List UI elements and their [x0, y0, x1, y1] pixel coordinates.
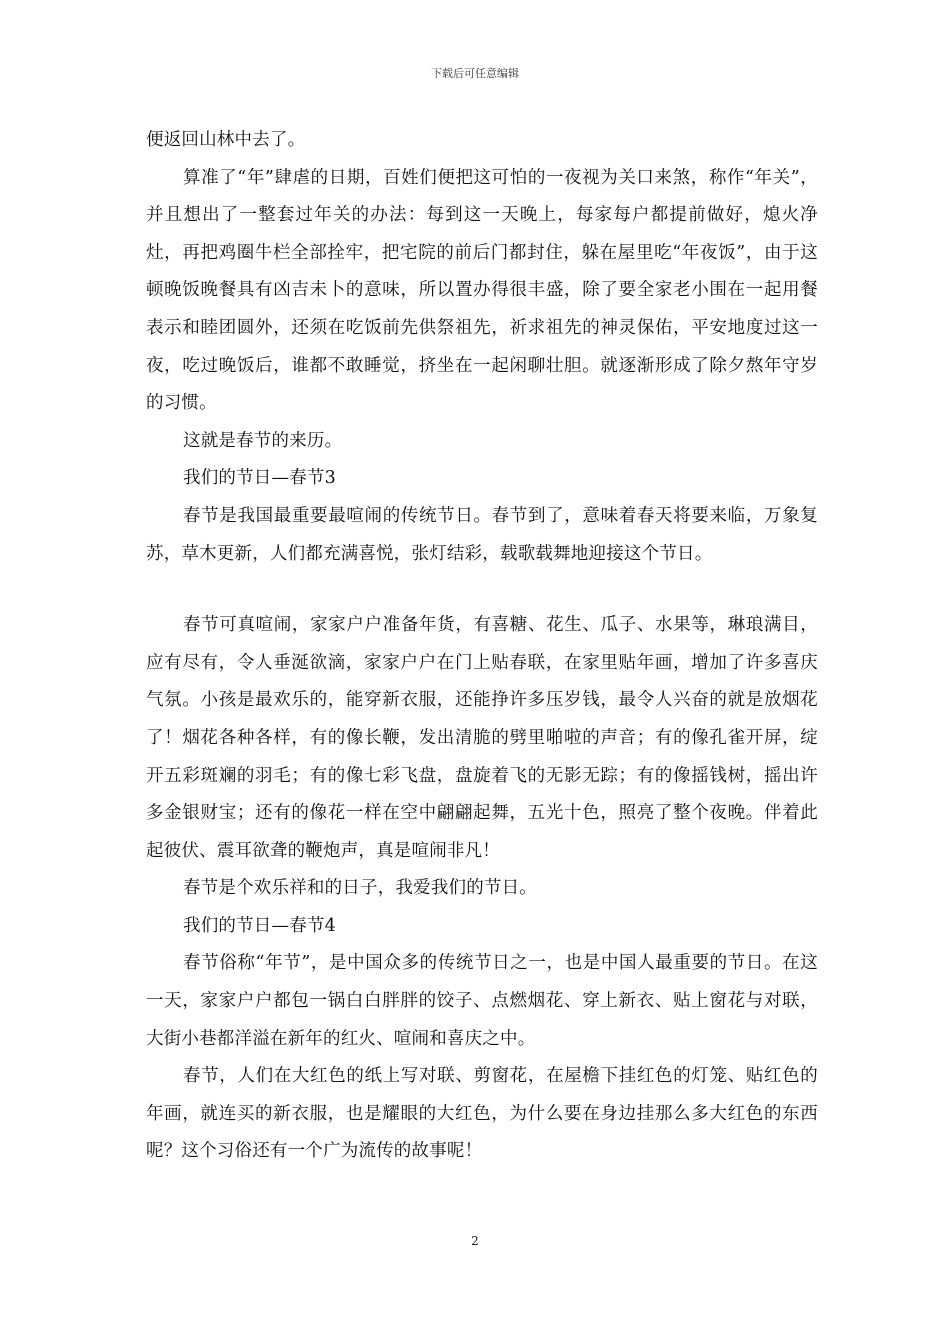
paragraph-nian-guan: 算准了“年”肆虐的日期，百姓们便把这可怕的一夜视为关口来煞，称作“年关”，并且想出了一整套过年关的办法：每到这一天晚上，每家每户都提前做好，熄火净灶，再把鸡圈牛栏全部拴牢，把宅院的前后门都封住，躲在屋里吃“年夜饭”，由于这顿晚饭晚餐具有凶吉未卜的意味，所以置办得很丰盛，除了要全家老小围在一起用餐表示和睦团圆外，还须在吃饭前先供祭祖先，祈求祖先的神灵保佑，平安地度过这一夜，吃过晚饭后，谁都不敢睡觉，挤坐在一起闲聊壮胆。就逐渐形成了除夕熬年守岁的习惯。	[146, 167, 818, 414]
section-title-3: 我们的节日—春节3	[183, 468, 336, 489]
section-title-4: 我们的节日—春节4	[183, 915, 336, 936]
paragraph-gap	[146, 573, 818, 607]
paragraph-origin-summary: 这就是春节的来历。	[183, 430, 343, 451]
paragraph-spring-intro: 春节是我国最重要最喧闹的传统节日。春节到了，意味着春天将要来临，万象复苏，草木更新，人们都充满喜悦，张灯结彩，载歌载舞地迎接这个节日。	[146, 505, 818, 564]
paragraph-nian-jie: 春节俗称“年节”，是中国众多的传统节日之一，也是中国人最重要的节日。在这一天，家家户户都包一锅白白胖胖的饺子、点燃烟花、穿上新衣、贴上窗花与对联，大街小巷都洋溢在新年的红火、喧闹和喜庆之中。	[146, 953, 818, 1049]
paragraph-red-customs: 春节，人们在大红色的纸上写对联、剪窗花，在屋檐下挂红色的灯笼、贴红色的年画，就连买的新衣服，也是耀眼的大红色，为什么要在身边挂那么多大红色的东西呢？这个习俗还有一个广为流传的故事呢！	[146, 1066, 818, 1162]
paragraph-fireworks: 春节可真喧闹，家家户户准备年货，有喜糖、花生、瓜子、水果等，琳琅满目，应有尽有，令人垂涎欲滴，家家户户在门上贴春联，在家里贴年画，增加了许多喜庆气氛。小孩是最欢乐的，能穿新衣服，还能挣许多压岁钱，最令人兴奋的就是放烟花了！烟花各种各样，有的像长鞭，发出清脆的劈里啪啦的声音；有的像孔雀开屏，绽开五彩斑斓的羽毛；有的像七彩飞盘，盘旋着飞的无影无踪；有的像摇钱树，摇出许多金银财宝；还有的像花一样在空中翩翩起舞，五光十色，照亮了整个夜晚。伴着此起彼伏、震耳欲聋的鞭炮声，真是喧闹非凡！	[146, 615, 818, 861]
page-header: 下载后可任意编辑	[431, 67, 519, 80]
page-number: 2	[471, 1234, 479, 1248]
paragraph-closing-3: 春节是个欢乐祥和的日子，我爱我们的节日。	[183, 878, 537, 899]
document-body	[146, 122, 818, 1171]
paragraph-continuation: 便返回山林中去了。	[146, 130, 306, 150]
